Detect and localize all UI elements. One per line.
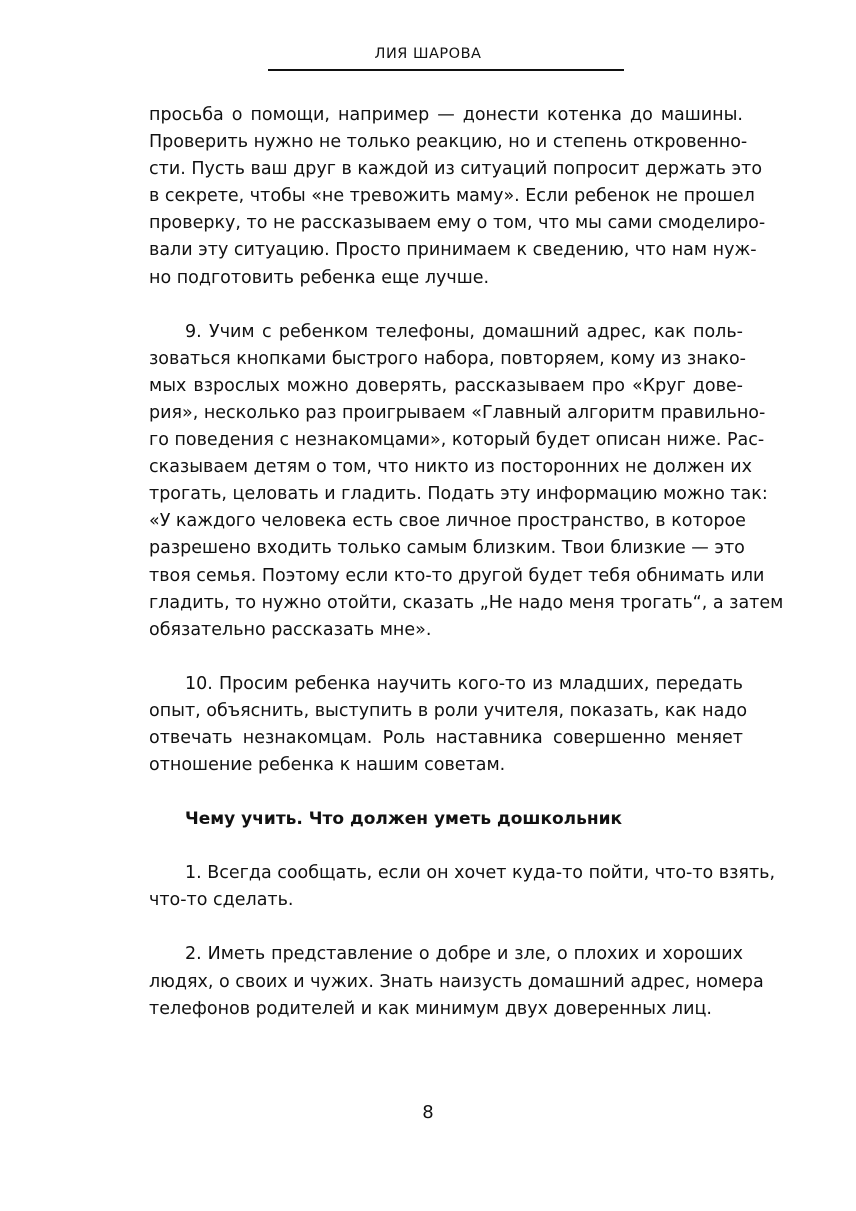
text-line: что-то сделать. bbox=[149, 890, 294, 911]
header-rule bbox=[268, 69, 624, 71]
page-number: 8 bbox=[422, 1102, 434, 1123]
text-line: мых взрослых можно доверять, рассказываем про «Круг дове- bbox=[149, 375, 743, 396]
text-line: разрешено входить только самым близким. Твои близкие — это bbox=[149, 538, 745, 559]
text-line: вали эту ситуацию. Просто принимаем к сведению, что нам нуж- bbox=[149, 240, 757, 261]
text-line: проверку, то не рассказываем ему о том, что мы сами смоделиро- bbox=[149, 213, 766, 234]
list-item-1 bbox=[149, 860, 776, 914]
text-line: опыт, объяснить, выступить в роли учителя, показать, как надо bbox=[149, 700, 748, 721]
list-item-2 bbox=[149, 941, 764, 1022]
text-line: людях, о своих и чужих. Знать наизусть домашний адрес, номера bbox=[149, 971, 764, 992]
text-line: зоваться кнопками быстрого набора, повторяем, кому из знако- bbox=[149, 348, 746, 369]
text-line: рия», несколько раз проигрываем «Главный алгоритм правильно- bbox=[149, 402, 766, 423]
text-line: «У каждого человека есть свое личное пространство, в которое bbox=[149, 511, 746, 532]
text-line: гладить, то нужно отойти, сказать „Не надо меня трогать“, а затем bbox=[149, 592, 784, 613]
text-line: просьба о помощи, например — донести котенка до машины. bbox=[149, 105, 743, 125]
text-line: отвечать незнакомцам. Роль наставника совершенно меняет bbox=[149, 727, 743, 748]
paragraph-item-10 bbox=[149, 671, 748, 779]
text-line: обязательно рассказать мне». bbox=[149, 619, 432, 640]
text-line: в секрете, чтобы «не тревожить маму». Если ребенок не прошел bbox=[149, 186, 755, 207]
paragraph-item-9 bbox=[149, 319, 784, 644]
text-line: 2. Иметь представление о добре и зле, о плохих и хороших bbox=[185, 944, 743, 965]
text-line: 10. Просим ребенка научить кого-то из младших, передать bbox=[185, 673, 743, 694]
page-body bbox=[149, 102, 784, 1050]
paragraph-continuation bbox=[149, 102, 766, 292]
text-line: но подготовить ребенка еще лучше. bbox=[149, 267, 490, 288]
text-line: 1. Всегда сообщать, если он хочет куда-то пойти, что-то взять, bbox=[185, 863, 776, 884]
text-line: твоя семья. Поэтому если кто-то другой будет тебя обнимать или bbox=[149, 565, 765, 586]
text-line: телефонов родителей и как минимум двух доверенных лиц. bbox=[149, 998, 712, 1019]
section-subheading: Чему учить. Что должен уметь дошкольник bbox=[185, 809, 623, 830]
text-line: отношение ребенка к нашим советам. bbox=[149, 755, 506, 776]
text-line: сти. Пусть ваш друг в каждой из ситуаций попросит держать это bbox=[149, 159, 763, 180]
text-line: трогать, целовать и гладить. Подать эту информацию можно так: bbox=[149, 484, 768, 505]
text-line: сказываем детям о том, что никто из посторонних не должен их bbox=[149, 457, 753, 478]
text-line: 9. Учим с ребенком телефоны, домашний адрес, как поль- bbox=[185, 321, 743, 342]
running-header: ЛИЯ ШАРОВА bbox=[374, 46, 482, 62]
text-line: Проверить нужно не только реакцию, но и степень откровенно- bbox=[149, 132, 748, 153]
text-line: го поведения с незнакомцами», который будет описан ниже. Рас- bbox=[149, 430, 765, 451]
